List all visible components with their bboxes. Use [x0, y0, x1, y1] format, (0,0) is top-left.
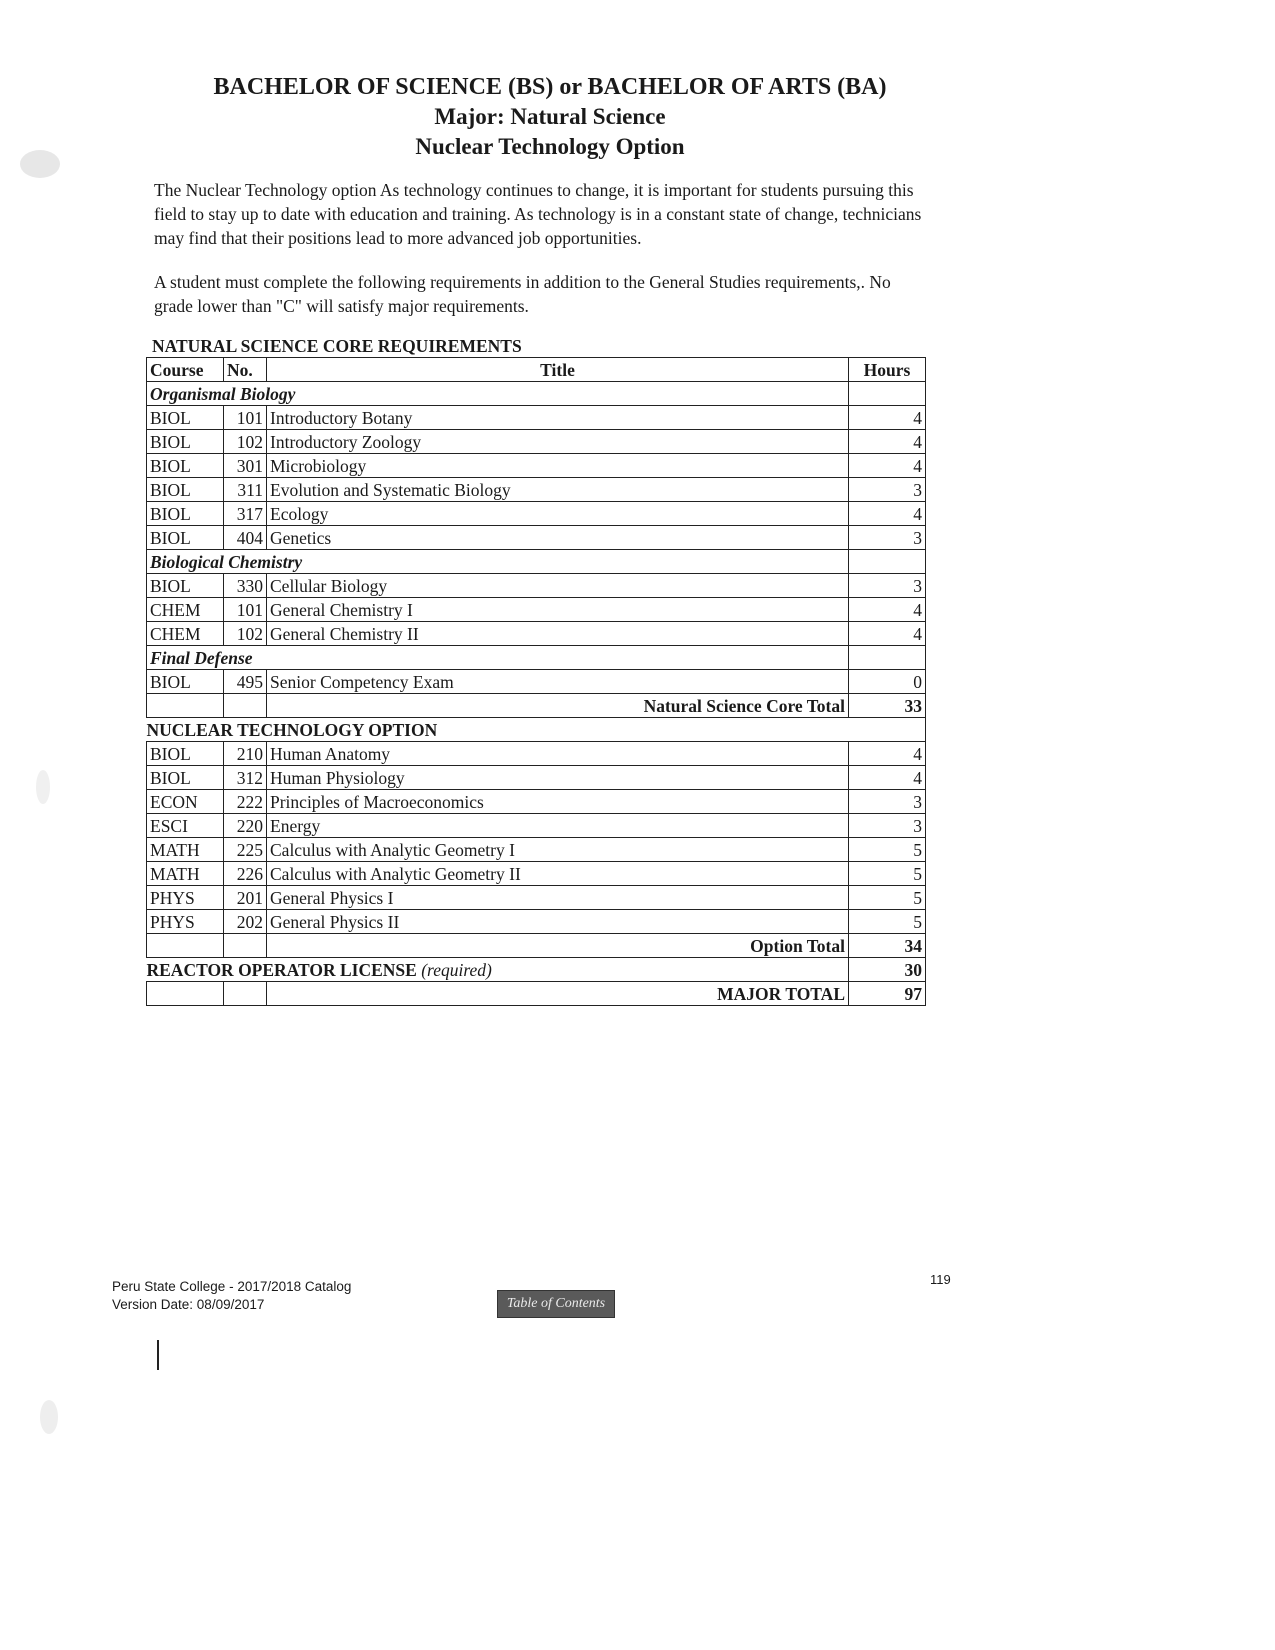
- table-row: [147, 742, 926, 766]
- total-label: MAJOR TOTAL: [267, 982, 849, 1006]
- course-hours: 5: [849, 838, 926, 862]
- course-number: 102: [224, 622, 267, 646]
- total-label: Natural Science Core Total: [267, 694, 849, 718]
- license-hours: 30: [849, 958, 926, 982]
- course-title: Senior Competency Exam: [267, 670, 849, 694]
- course-hours: 4: [849, 502, 926, 526]
- course-number: 495: [224, 670, 267, 694]
- table-row: [147, 598, 926, 622]
- course-code: BIOL: [147, 430, 224, 454]
- total-hours: 97: [849, 982, 926, 1006]
- course-title: Microbiology: [267, 454, 849, 478]
- course-hours: 4: [849, 406, 926, 430]
- table-row: [147, 814, 926, 838]
- course-number: 220: [224, 814, 267, 838]
- course-number: 317: [224, 502, 267, 526]
- course-hours: 3: [849, 814, 926, 838]
- course-title: Genetics: [267, 526, 849, 550]
- empty-cell: [849, 382, 926, 406]
- course-number: 102: [224, 430, 267, 454]
- course-title: Principles of Macroeconomics: [267, 790, 849, 814]
- course-code: BIOL: [147, 670, 224, 694]
- course-code: PHYS: [147, 910, 224, 934]
- option-title: Nuclear Technology Option: [415, 134, 685, 159]
- empty-cell: [224, 694, 267, 718]
- course-hours: 4: [849, 598, 926, 622]
- course-code: PHYS: [147, 886, 224, 910]
- course-code: CHEM: [147, 622, 224, 646]
- course-code: BIOL: [147, 574, 224, 598]
- empty-cell: [849, 550, 926, 574]
- table-header-row: [147, 358, 926, 382]
- course-hours: 3: [849, 526, 926, 550]
- course-title: Calculus with Analytic Geometry I: [267, 838, 849, 862]
- core-heading: NATURAL SCIENCE CORE REQUIREMENTS: [152, 336, 522, 356]
- course-code: BIOL: [147, 742, 224, 766]
- empty-cell: [849, 646, 926, 670]
- table-row: [147, 574, 926, 598]
- table-row: [147, 910, 926, 934]
- course-number: 404: [224, 526, 267, 550]
- course-hours: 3: [849, 790, 926, 814]
- group-label: Final Defense: [147, 646, 849, 670]
- group-row: [147, 382, 926, 406]
- course-number: 312: [224, 766, 267, 790]
- course-hours: 4: [849, 430, 926, 454]
- license-row: [147, 958, 926, 982]
- course-title: Human Anatomy: [267, 742, 849, 766]
- course-hours: 4: [849, 622, 926, 646]
- course-title: Ecology: [267, 502, 849, 526]
- table-row: [147, 526, 926, 550]
- course-hours: 5: [849, 910, 926, 934]
- table-row: [147, 406, 926, 430]
- license-label-cell: [147, 958, 849, 982]
- group-row: [147, 550, 926, 574]
- course-hours: 5: [849, 886, 926, 910]
- empty-cell: [147, 982, 224, 1006]
- course-title: Cellular Biology: [267, 574, 849, 598]
- course-title: General Physics II: [267, 910, 849, 934]
- course-title: Human Physiology: [267, 766, 849, 790]
- course-title: General Chemistry I: [267, 598, 849, 622]
- course-hours: 4: [849, 766, 926, 790]
- course-code: MATH: [147, 838, 224, 862]
- core-total-row: [147, 694, 926, 718]
- course-code: BIOL: [147, 766, 224, 790]
- license-label: REACTOR OPERATOR LICENSE: [146, 959, 417, 980]
- course-number: 311: [224, 478, 267, 502]
- total-hours: 34: [849, 934, 926, 958]
- course-code: BIOL: [147, 502, 224, 526]
- table-row: [147, 430, 926, 454]
- table-row: [147, 790, 926, 814]
- course-code: CHEM: [147, 598, 224, 622]
- empty-cell: [224, 934, 267, 958]
- table-row: [147, 670, 926, 694]
- course-number: 301: [224, 454, 267, 478]
- total-hours: 33: [849, 694, 926, 718]
- table-row: [147, 502, 926, 526]
- course-number: 101: [224, 406, 267, 430]
- course-number: 330: [224, 574, 267, 598]
- license-note: (required): [421, 959, 492, 980]
- requirements-paragraph: A student must complete the following requirements in addition to the General Studies requirements,. No grade lower than "C" will satisfy major requirements.: [154, 272, 891, 316]
- table-row: [147, 622, 926, 646]
- course-code: BIOL: [147, 454, 224, 478]
- course-number: 225: [224, 838, 267, 862]
- option-total-row: [147, 934, 926, 958]
- footer-catalog: Peru State College - 2017/2018 Catalog: [112, 1279, 352, 1294]
- course-hours: 0: [849, 670, 926, 694]
- course-title: Introductory Botany: [267, 406, 849, 430]
- header-course: Course: [147, 358, 224, 382]
- major-title: Major: Natural Science: [434, 104, 666, 129]
- course-code: ESCI: [147, 814, 224, 838]
- course-code: MATH: [147, 862, 224, 886]
- course-hours: 3: [849, 478, 926, 502]
- table-row: [147, 886, 926, 910]
- degree-title: BACHELOR OF SCIENCE (BS) or BACHELOR OF ARTS (BA): [213, 74, 887, 100]
- page-number: 119: [930, 1272, 951, 1287]
- table-row: [147, 766, 926, 790]
- requirements-table: [146, 357, 926, 1006]
- course-code: BIOL: [147, 526, 224, 550]
- course-number: 222: [224, 790, 267, 814]
- empty-cell: [147, 694, 224, 718]
- table-row: [147, 862, 926, 886]
- intro-paragraph: The Nuclear Technology option As technology continues to change, it is important for students pursuing this field to stay up to date with education and training. As technology is in a constant state of change, technicians may find that their positions lead to more advanced job opportunities.: [154, 180, 922, 248]
- course-title: Evolution and Systematic Biology: [267, 478, 849, 502]
- course-number: 201: [224, 886, 267, 910]
- course-code: ECON: [147, 790, 224, 814]
- footer-version: Version Date: 08/09/2017: [112, 1297, 265, 1312]
- total-label: Option Total: [267, 934, 849, 958]
- course-title: Introductory Zoology: [267, 430, 849, 454]
- course-title: Energy: [267, 814, 849, 838]
- table-row: [147, 838, 926, 862]
- header-hours: Hours: [849, 358, 926, 382]
- table-of-contents-button[interactable]: Table of Contents: [497, 1290, 615, 1318]
- group-label: Organismal Biology: [147, 382, 849, 406]
- course-hours: 3: [849, 574, 926, 598]
- option-heading-row: [147, 718, 926, 742]
- footer: [112, 1278, 351, 1314]
- course-code: BIOL: [147, 478, 224, 502]
- course-hours: 5: [849, 862, 926, 886]
- course-title: Calculus with Analytic Geometry II: [267, 862, 849, 886]
- header-title: Title: [267, 358, 849, 382]
- header-no: No.: [224, 358, 267, 382]
- course-hours: 4: [849, 454, 926, 478]
- empty-cell: [147, 934, 224, 958]
- course-title: General Physics I: [267, 886, 849, 910]
- pen-mark: [157, 1340, 159, 1370]
- table-row: [147, 478, 926, 502]
- page-title: [0, 72, 1100, 162]
- course-code: BIOL: [147, 406, 224, 430]
- course-number: 210: [224, 742, 267, 766]
- table-row: [147, 454, 926, 478]
- group-row: [147, 646, 926, 670]
- course-number: 226: [224, 862, 267, 886]
- course-number: 101: [224, 598, 267, 622]
- course-hours: 4: [849, 742, 926, 766]
- empty-cell: [224, 982, 267, 1006]
- group-label: Biological Chemistry: [147, 550, 849, 574]
- major-total-row: [147, 982, 926, 1006]
- option-heading: NUCLEAR TECHNOLOGY OPTION: [147, 718, 926, 742]
- course-number: 202: [224, 910, 267, 934]
- course-title: General Chemistry II: [267, 622, 849, 646]
